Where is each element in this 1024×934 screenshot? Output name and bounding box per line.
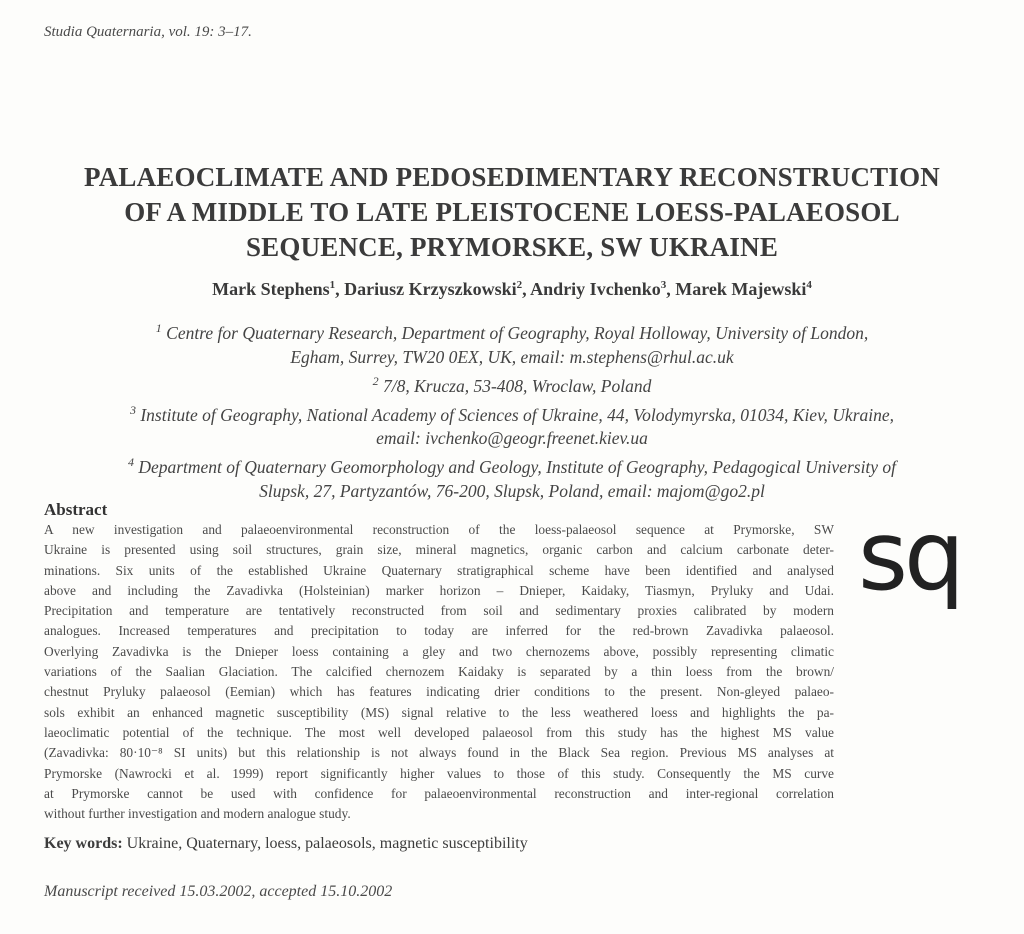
author-sup: 3 (660, 279, 667, 291)
abstract-line: Overlying Zavadivka is the Dnieper loess containing a gley and two chernozems above, possibly representing climatic (44, 643, 834, 659)
abstract-line: variations of the Saalian Glaciation. The calcified chernozem Kaidaky is separated by a thin loess from the brown/ (44, 664, 834, 680)
author-sup: 2 (516, 279, 523, 291)
affiliation-2: $^2$ 7/8, Krucza, 53-408, Wroclaw, Poland (372, 373, 652, 396)
abstract-line: (Zavadivka: 80·10⁻⁸ SI units) but this relationship is not always found in the Black Sea region. Previous MS analyses at (44, 745, 834, 761)
abstract-line: A new investigation and palaeoenvironmental reconstruction of the loess-palaeosol sequence at Prymorske, SW (44, 522, 834, 537)
affiliation-1-line-2: Egham, Surrey, TW20 0EX, UK, email: m.stephens@rhul.ac.uk (290, 346, 734, 367)
author-sup: 1 (329, 279, 336, 291)
abstract-line: minations. Six units of the established Ukraine Quaternary stratigraphical scheme have been identified and analysed (44, 562, 834, 578)
title-line-1: PALAEOCLIMATE AND PEDOSEDIMENTARY RECONSTRUCTION (84, 162, 940, 192)
author-name: Marek Majewski (675, 279, 807, 299)
journal-logo: sq (858, 500, 961, 612)
keywords (44, 835, 528, 853)
abstract-line: above and including the Zavadivka (Holsteinian) marker horizon – Dnieper, Kaidaky, Tiasmyn, Pryluky and Udai. (44, 582, 834, 598)
author-name: Andriy Ivchenko (530, 279, 661, 299)
abstract-heading: Abstract (44, 500, 108, 519)
title-line-2: OF A MIDDLE TO LATE PLEISTOCENE LOESS-PALAEOSOL (124, 197, 900, 227)
abstract-line: without further investigation and modern analogue study. (44, 806, 351, 822)
affiliation-3-line-2: email: ivchenko@geogr.freenet.kiev.ua (376, 428, 648, 449)
abstract-line: Prymorske (Nawrocki et al. 1999) report significantly higher values to those of this study. Consequently the MS curve (44, 765, 834, 781)
abstract-line: Precipitation and temperature are tentatively reconstructed from soil and sedimentary proxies calibrated by modern (44, 603, 834, 619)
affiliation-3: $^3$ Institute of Geography, National Academy of Sciences of Ukraine, 44, Volodymyrska, 01034, Kiev, Ukraine, (129, 402, 895, 425)
author-list: Mark Stephens$^1$, Dariusz Krzyszkowski$^2$, Andriy Ivchenko$^3$, Marek Majewski$^4$ (212, 279, 812, 299)
manuscript-dates: Manuscript received 15.03.2002, accepted 15.10.2002 (44, 883, 393, 900)
paper-title (30, 160, 994, 265)
journal-reference: Studia Quaternaria, vol. 19: 3–17. (44, 24, 252, 40)
abstract-body (44, 520, 834, 824)
author-sup: 4 (806, 279, 812, 291)
keywords-text: Ukraine, Quaternary, loess, palaeosols, magnetic susceptibility (122, 835, 528, 852)
abstract-line: chestnut Pryluky palaeosol (Eemian) which has features indicating drier conditions to the present. Non-gleyed palaeo- (44, 684, 834, 700)
author-name: Dariusz Krzyszkowski (344, 279, 517, 299)
abstract-line: analogues. Increased temperatures and precipitation to today are inferred for the red-brown Zavadivka palaeosol. (44, 623, 834, 639)
abstract-line: laeoclimatic potential of the technique. The most well developed palaeosol from this study has the highest MS value (44, 724, 834, 740)
affiliation-1: $^1$ Centre for Quaternary Research, Department of Geography, Royal Holloway, University of London, (155, 321, 869, 343)
author-name: Mark Stephens (212, 279, 330, 299)
abstract-line: Ukraine is presented using soil structures, grain size, mineral magnetics, organic carbon and calcium carbonate deter- (44, 542, 834, 558)
affiliation-4-line-2: Slupsk, 27, Partyzantów, 76-200, Slupsk, Poland, email: majom@go2.pl (259, 481, 765, 502)
affiliation-4: $^4$ Department of Quaternary Geomorphology and Geology, Institute of Geography, Pedagogical University of (127, 455, 897, 478)
title-line-3: SEQUENCE, PRYMORSKE, SW UKRAINE (245, 232, 779, 262)
abstract-line: sols exhibit an enhanced magnetic susceptibility (MS) signal relative to the less weathered loess and highlights the pa- (44, 704, 834, 720)
keywords-label: Key words: (44, 835, 123, 852)
abstract-line: at Prymorske cannot be used with confidence for palaeoenvironmental reconstruction and inter-regional correlation (44, 785, 834, 801)
affiliations (30, 316, 994, 503)
